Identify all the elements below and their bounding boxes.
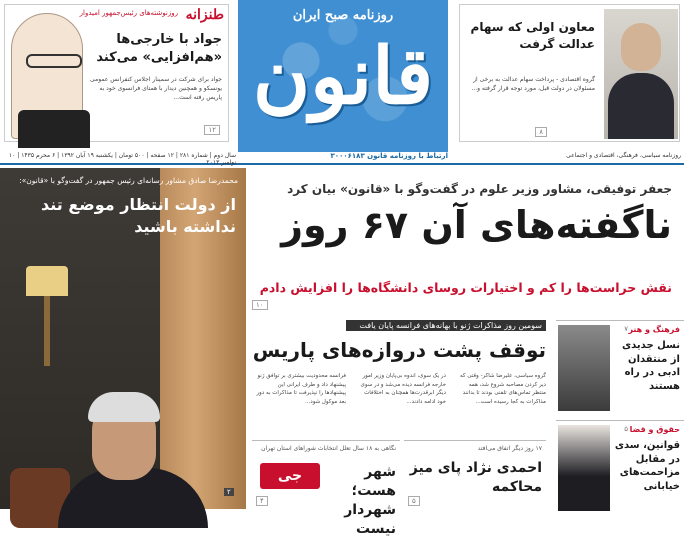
right-column-item[interactable] bbox=[556, 420, 684, 514]
geneva-headline[interactable]: توقف پشت دروازه‌های پاریس bbox=[252, 338, 546, 362]
page-reference: ۱۰ bbox=[252, 300, 268, 310]
teaser-photo bbox=[604, 9, 678, 139]
side-photo-story[interactable] bbox=[0, 168, 246, 509]
bottom-kicker: نگاهی به ۱۸ سال تعلل انتخابات شوراهای استان تهران bbox=[261, 445, 396, 452]
portrait-head bbox=[621, 23, 661, 71]
bottom-story[interactable] bbox=[404, 440, 546, 509]
geneva-kicker: سومین روز مذاکرات ژنو با بهانه‌های فرانسه پایان یافت bbox=[346, 320, 546, 331]
page-reference: ۱۲ bbox=[204, 125, 220, 135]
person-hair bbox=[88, 392, 160, 422]
teaser-text: گروه اقتصادی - پرداخت سهام عدالت به برخی از مسئولان در دولت قبل، مورد توجه قرار گرفته و... bbox=[471, 76, 595, 92]
geneva-story bbox=[252, 320, 546, 440]
stamp-badge: جی bbox=[260, 463, 320, 489]
story-column: گروه سیاسی، علیرضا شاکر- وقتی که دیر کردن مصاحبه شروع شد، همه منتظر تماس‌های تلفنی بودند تا بدانند مذاکرات به کجا رسیده است... bbox=[459, 373, 546, 405]
side-headline[interactable]: از دولت انتظار موضع تند نداشته باشید bbox=[40, 195, 236, 236]
section-label: فرهنگ و هنر bbox=[628, 325, 680, 334]
cartoon-tag: طنزانه bbox=[185, 7, 224, 23]
cartoon-kicker: روزنوشته‌های رئیس‌جمهور امیدوار bbox=[79, 9, 178, 17]
suit-shape bbox=[18, 110, 90, 148]
main-headline[interactable]: ناگفته‌های آن ۶۷ روز bbox=[281, 203, 672, 247]
portrait-photo bbox=[558, 425, 610, 511]
item-title[interactable]: نسل جدیدی از منتقدان ادبی در راه هستند bbox=[621, 340, 680, 392]
logo-block bbox=[238, 0, 448, 152]
section-label: حقوق و قضا bbox=[629, 425, 680, 434]
lamp-stand bbox=[44, 296, 50, 366]
story-column: در یک سوی، اندوه بی‌پایان وزیر امور خارجه فرانسه دیده می‌شد و در سوی دیگر ابرقدرت‌ها همچنان به اختلافات خود ادامه دادند... bbox=[360, 373, 446, 405]
right-column-item[interactable] bbox=[556, 320, 684, 414]
page-reference: ۷ bbox=[624, 325, 628, 333]
bottom-story[interactable] bbox=[252, 440, 400, 537]
bottom-kicker: ۱۷ روز دیگر اتفاق می‌افتد bbox=[477, 445, 542, 452]
main-subhead: نقش حراست‌ها را کم و اختیارات روسای دانشگاه‌ها را افزایش دادم bbox=[259, 280, 672, 295]
main-kicker: جعفر توفیقی، مشاور وزیر علوم در گفت‌وگو با «قانون» بیان کرد bbox=[287, 182, 672, 196]
issue-info: سال دوم | شماره ۲۸۱ | ۱۲ صفحه | ۵۰۰ تومان | یکشنبه ۱۹ آبان ۱۳۹۲ | ۶ محرم ۱۴۳۵ | ۱۰ نوامبر ۲۰۱۳ bbox=[8, 152, 236, 166]
page-reference: ۵ bbox=[408, 496, 420, 506]
contact-info: ارتباط با روزنامه قانون ۳۰۰۰۶۱۸۳ bbox=[330, 152, 448, 160]
newspaper-logo: قانون bbox=[252, 31, 434, 122]
lamp-shape bbox=[26, 266, 68, 296]
cartoon-caricature bbox=[11, 13, 83, 139]
glasses-icon bbox=[26, 54, 82, 68]
masthead bbox=[0, 0, 684, 165]
logo-supra: روزنامه صبح ایران bbox=[292, 8, 394, 23]
page-reference: ۵ bbox=[624, 425, 628, 433]
portrait-photo bbox=[558, 325, 610, 411]
teaser-panel[interactable] bbox=[459, 4, 680, 142]
bottom-headline[interactable]: شهر هست؛ شهردار نیست bbox=[344, 464, 396, 537]
cartoon-section bbox=[0, 0, 232, 150]
portrait-body bbox=[608, 73, 674, 139]
page-reference: ۲ bbox=[224, 488, 234, 496]
teaser-title[interactable]: معاون اولی که سهام عدالت گرفت bbox=[470, 20, 595, 51]
cartoon-panel[interactable] bbox=[4, 4, 229, 142]
paper-description: روزنامه سیاسی، فرهنگی، اقتصادی و اجتماعی bbox=[566, 152, 681, 159]
teaser-section bbox=[455, 0, 684, 150]
page-reference: ۸ bbox=[535, 127, 547, 137]
side-kicker: محمدرضا صادق مشاور رسانه‌ای رئیس جمهور در گفت‌وگو با «قانون»: bbox=[19, 176, 238, 185]
bottom-headline[interactable]: احمدی نژاد پای میز محاکمه bbox=[409, 460, 542, 495]
cartoon-title[interactable]: جواد با خارجی‌ها «هم‌افزایی» می‌کند bbox=[96, 32, 222, 65]
page-reference: ۴ bbox=[256, 496, 268, 506]
item-title[interactable]: قوانین، سدی در مقابل مزاحمت‌های خیابانی bbox=[614, 440, 680, 492]
cartoon-text: جواد برای شرکت در سمینار اجلاس کنفرانس عمومی یونسکو و همچنین دیدار با همتای فرانسوی خود به پاریس رفته است... bbox=[90, 76, 222, 101]
story-column: فرانسه محدودیت بیشتری بر توافق ژنو پیشنهاد داد و طرف ایرانی این پیشنهادها را نپذیرفت تا مذاکرات به دور بعد موکول شود... bbox=[256, 373, 346, 405]
